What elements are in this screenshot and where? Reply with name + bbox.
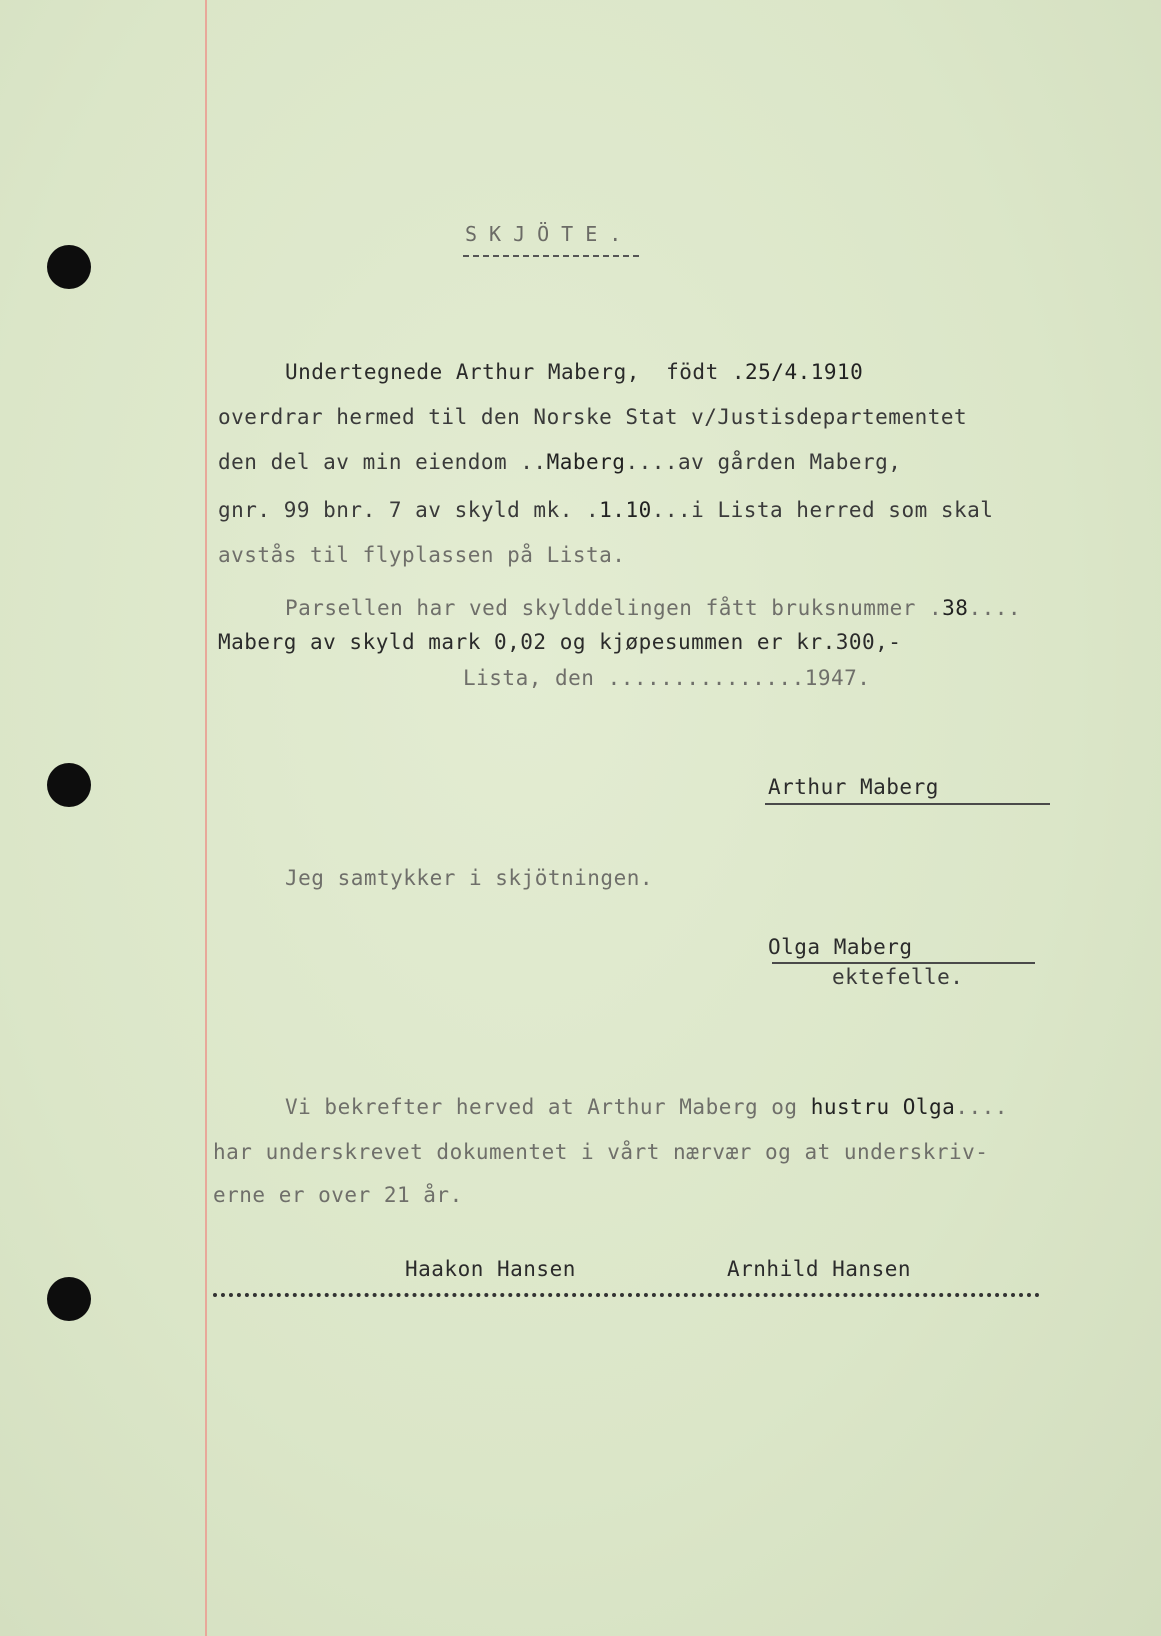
spouse-name: hustru Olga	[810, 1095, 956, 1119]
p2-line1-suffix: ....	[968, 596, 1022, 620]
p1-line5: avstås til flyplassen på Lista.	[218, 543, 626, 567]
p2-line1-prefix: Parsellen har ved skylddelingen fått bruksnummer .	[285, 596, 943, 620]
p1-line4-suffix: ...i Lista herred som skal	[651, 498, 994, 522]
birth-date: 25/4.1910	[745, 360, 864, 384]
punch-hole-bottom	[47, 1277, 91, 1321]
p1-line1	[285, 360, 863, 384]
title-underline	[463, 255, 639, 257]
place-date: Lista, den ...............1947.	[463, 666, 871, 690]
p3-line2: har underskrevet dokumentet i vårt nærvær og at underskriv-	[213, 1140, 989, 1164]
p1-line1-text: Undertegnede Arthur Maberg, födt .	[285, 360, 746, 384]
signature-arthur: Arthur Maberg	[768, 775, 939, 799]
bruksnummer: 38	[942, 596, 969, 620]
p1-line4-prefix: gnr. 99 bnr. 7 av skyld mk. .	[218, 498, 600, 522]
signature-olga-role: ektefelle.	[832, 965, 964, 989]
signature-olga: Olga Maberg	[768, 935, 913, 959]
consent-text: Jeg samtykker i skjötningen.	[285, 866, 654, 890]
skyld-value: 1.10	[599, 498, 652, 522]
p2-line2: Maberg av skyld mark 0,02 og kjøpesummen er kr.300,-	[218, 630, 902, 654]
p3-line1-suffix: ....	[955, 1095, 1008, 1119]
margin-line	[205, 0, 207, 1636]
document-title: SKJÖTE.	[465, 222, 634, 246]
watermark-stamp	[610, 20, 850, 1600]
p1-line3-prefix: den del av min eiendom ..	[218, 450, 547, 474]
signature-line-1	[765, 803, 1050, 805]
witness-1: Haakon Hansen	[405, 1257, 576, 1281]
witness-dotted-line	[213, 1293, 1040, 1297]
p1-line3	[218, 450, 901, 474]
p3-line1-prefix: Vi bekrefter herved at Arthur Maberg og	[285, 1095, 811, 1119]
p3-line3: erne er over 21 år.	[213, 1183, 463, 1207]
witness-2: Arnhild Hansen	[727, 1257, 912, 1281]
p2-line1	[285, 596, 1021, 620]
signature-line-2	[772, 962, 1035, 964]
property-name: Maberg	[546, 450, 626, 474]
punch-hole-top	[47, 245, 91, 289]
p1-line4	[218, 498, 993, 522]
p3-line1	[285, 1095, 1008, 1119]
punch-hole-middle	[47, 763, 91, 807]
p1-line3-suffix: ....av gården Maberg,	[625, 450, 902, 474]
p1-line2: overdrar hermed til den Norske Stat v/Justisdepartementet	[218, 405, 968, 429]
